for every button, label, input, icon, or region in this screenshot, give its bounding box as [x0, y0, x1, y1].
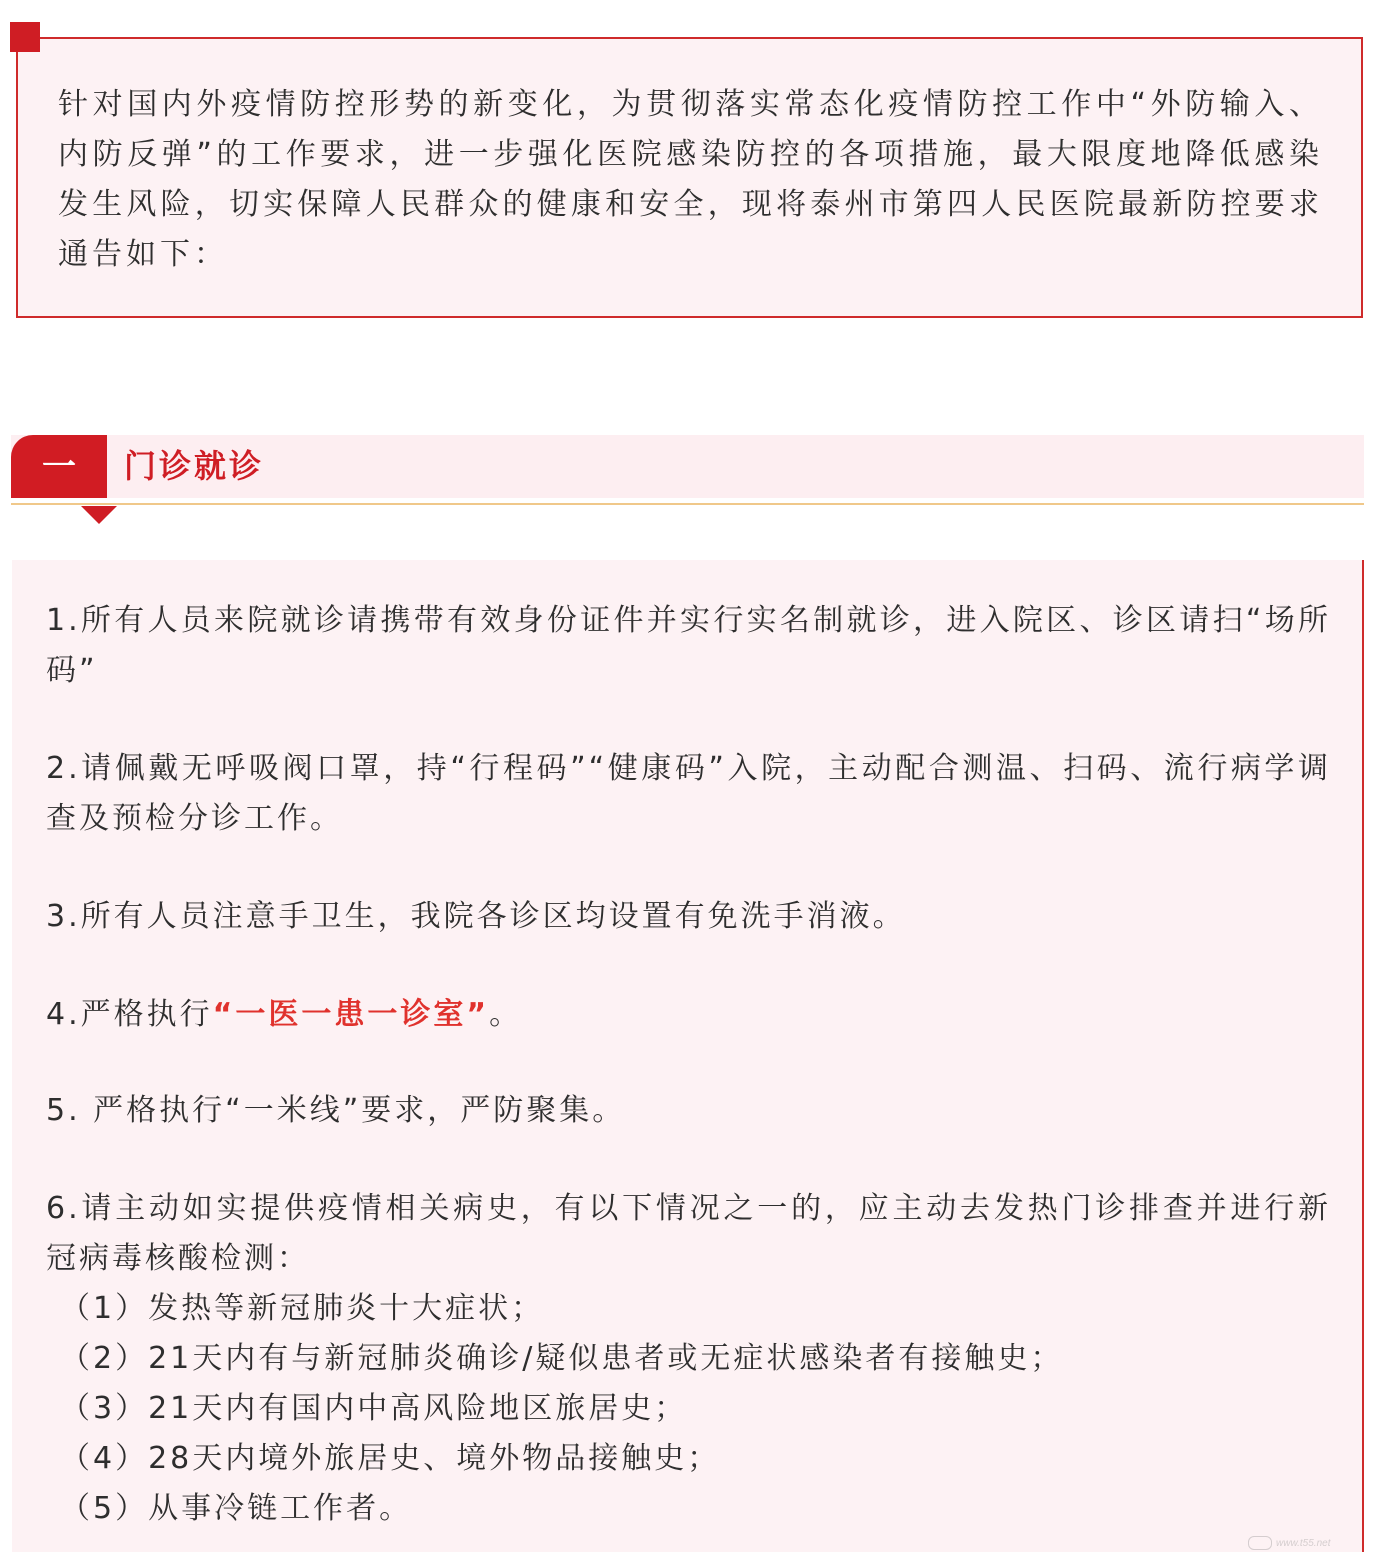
- sub-item-2: （2）21天内有与新冠肺炎确诊/疑似患者或无症状感染者有接触史；: [60, 1341, 1064, 1376]
- list-item-5: 5. 严格执行“一米线”要求，严防聚集。: [46, 1093, 626, 1128]
- watermark-text: www.t55.net: [1276, 1537, 1331, 1549]
- watermark-logo-icon: [1248, 1536, 1272, 1550]
- intro-box: [16, 37, 1363, 318]
- pointer-triangle-icon: [81, 506, 117, 524]
- list-item-4: [46, 990, 1331, 1040]
- list-item-4-prefix: 4.严格执行: [46, 997, 213, 1032]
- highlight-text: “一医一患一诊室”: [212, 997, 490, 1032]
- sub-item-4: （4）28天内境外旅居史、境外物品接触史；: [60, 1441, 721, 1476]
- sub-item-5: （5）从事冷链工作者。: [60, 1491, 413, 1526]
- sub-item-3: （3）21天内有国内中高风险地区旅居史；: [60, 1391, 688, 1426]
- header-divider: [11, 503, 1364, 505]
- list-item-3: 3.所有人员注意手卫生，我院各诊区均设置有免洗手消液。: [46, 899, 906, 934]
- section-number-tab: [11, 435, 107, 498]
- intro-paragraph: 针对国内外疫情防控形势的新变化，为贯彻落实常态化疫情防控工作中“外防输入、内防反弹”的工作要求，进一步强化医院感染防控的各项措施，最大限度地降低感染发生风险，切实保障人民群众的健康和安全，现将泰州市第四人民医院最新防控要求通告如下：: [58, 87, 1323, 272]
- section-header: [11, 435, 1364, 498]
- section-number: 一: [42, 446, 76, 487]
- section-title: 门诊就诊: [124, 447, 265, 485]
- list-item-2: 2.请佩戴无呼吸阀口罩，持“行程码”“健康码”入院，主动配合测温、扫码、流行病学调查及预检分诊工作。: [46, 751, 1331, 836]
- list-item-4-suffix: 。: [489, 997, 523, 1032]
- list-item-6: 6.请主动如实提供疫情相关病史，有以下情况之一的，应主动去发热门诊排查并进行新冠病毒核酸检测：: [46, 1191, 1331, 1276]
- list-item-1: 1.所有人员来院就诊请携带有效身份证件并实行实名制就诊，进入院区、诊区请扫“场所码”: [46, 603, 1331, 688]
- watermark: [1248, 1536, 1386, 1550]
- content-panel: [12, 560, 1364, 1552]
- corner-marker: [10, 22, 40, 52]
- sub-item-1: （1）发热等新冠肺炎十大症状；: [60, 1291, 545, 1326]
